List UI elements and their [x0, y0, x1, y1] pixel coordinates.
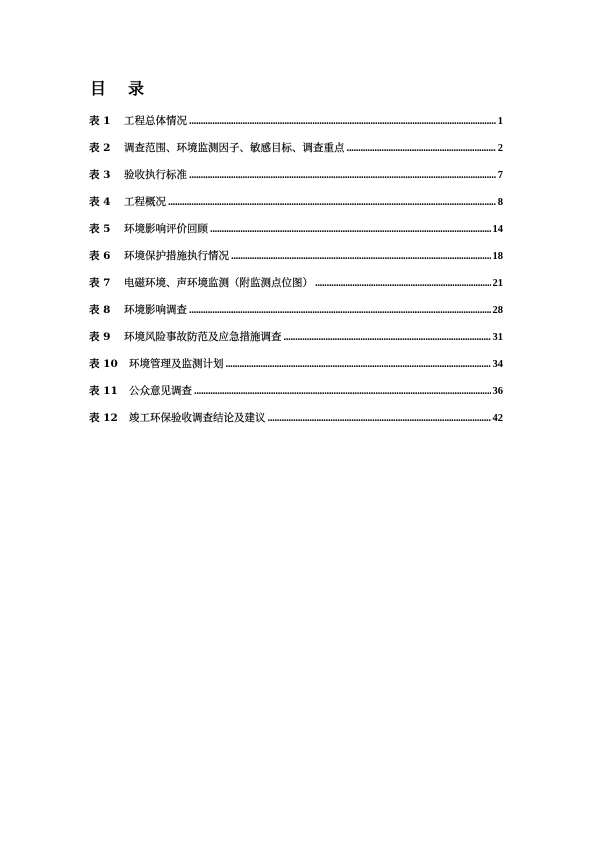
title-char-2: 录 — [128, 79, 145, 98]
toc-entry-title: 环境保护措施执行情况 — [124, 250, 229, 262]
toc-leader-dots — [231, 251, 491, 262]
toc-entry-7[interactable] — [89, 275, 503, 302]
toc-entry-10[interactable] — [89, 356, 503, 383]
toc-entry-6[interactable] — [89, 248, 503, 275]
toc-leader-dots — [347, 143, 496, 154]
page-title — [90, 76, 144, 99]
toc-leader-dots — [189, 116, 496, 127]
toc-entry-5[interactable] — [89, 221, 503, 248]
toc-entry-3[interactable] — [89, 167, 503, 194]
toc-entry-11[interactable] — [89, 383, 503, 410]
toc-leader-dots — [284, 332, 491, 343]
toc-entry-page: 8 — [497, 197, 503, 208]
toc-entry-number: 表 6 — [89, 250, 111, 262]
toc-entry-page: 18 — [492, 251, 503, 262]
toc-entry-number: 表 4 — [89, 196, 111, 208]
toc-entry-title: 竣工环保验收调查结论及建议 — [129, 412, 266, 424]
toc-entry-number: 表 2 — [89, 142, 111, 154]
toc-entry-number: 表 8 — [89, 304, 111, 316]
toc-entry-title: 工程总体情况 — [124, 115, 187, 127]
toc-entry-12[interactable] — [89, 410, 503, 437]
toc-entry-title: 公众意见调查 — [129, 385, 192, 397]
toc-entry-number: 表 12 — [89, 412, 118, 424]
toc-entry-page: 34 — [492, 359, 503, 370]
toc-entry-page: 36 — [492, 386, 503, 397]
toc-entry-page: 28 — [492, 305, 503, 316]
toc-entry-2[interactable] — [89, 140, 503, 167]
toc-leader-dots — [268, 413, 491, 424]
toc-entry-number: 表 11 — [89, 385, 118, 397]
toc-entry-1[interactable] — [89, 113, 503, 140]
toc-entry-page: 21 — [492, 278, 503, 289]
toc-entry-number: 表 1 — [89, 115, 111, 127]
toc-entry-page: 14 — [492, 224, 503, 235]
toc-leader-dots — [194, 386, 491, 397]
toc-entry-number: 表 9 — [89, 331, 111, 343]
toc-leader-dots — [315, 278, 491, 289]
toc-entry-number: 表 10 — [89, 358, 118, 370]
toc-entry-4[interactable] — [89, 194, 503, 221]
toc-entry-page: 7 — [497, 170, 503, 181]
toc-entry-title: 环境管理及监测计划 — [129, 358, 224, 370]
toc-entry-title: 验收执行标准 — [124, 169, 187, 181]
toc-entry-8[interactable] — [89, 302, 503, 329]
toc-entry-number: 表 3 — [89, 169, 111, 181]
title-char-1: 目 — [90, 79, 107, 98]
toc-leader-dots — [168, 197, 496, 208]
toc-entry-page: 2 — [497, 143, 503, 154]
toc-leader-dots — [210, 224, 491, 235]
toc-entry-page: 31 — [492, 332, 503, 343]
toc-leader-dots — [189, 170, 496, 181]
toc-entry-number: 表 7 — [89, 277, 111, 289]
toc-leader-dots — [189, 305, 491, 316]
toc-entry-title: 工程概况 — [124, 196, 166, 208]
toc-leader-dots — [226, 359, 491, 370]
toc-entry-title: 环境影响调查 — [124, 304, 187, 316]
toc-entry-9[interactable] — [89, 329, 503, 356]
toc-entry-title: 环境风险事故防范及应急措施调查 — [124, 331, 282, 343]
toc-entry-number: 表 5 — [89, 223, 111, 235]
toc-entry-page: 1 — [497, 116, 503, 127]
toc-entry-title: 电磁环境、声环境监测（附监测点位图） — [124, 277, 313, 289]
table-of-contents — [89, 113, 503, 437]
toc-entry-title: 环境影响评价回顾 — [124, 223, 208, 235]
toc-entry-title: 调查范围、环境监测因子、敏感目标、调查重点 — [124, 142, 345, 154]
toc-entry-page: 42 — [492, 413, 503, 424]
